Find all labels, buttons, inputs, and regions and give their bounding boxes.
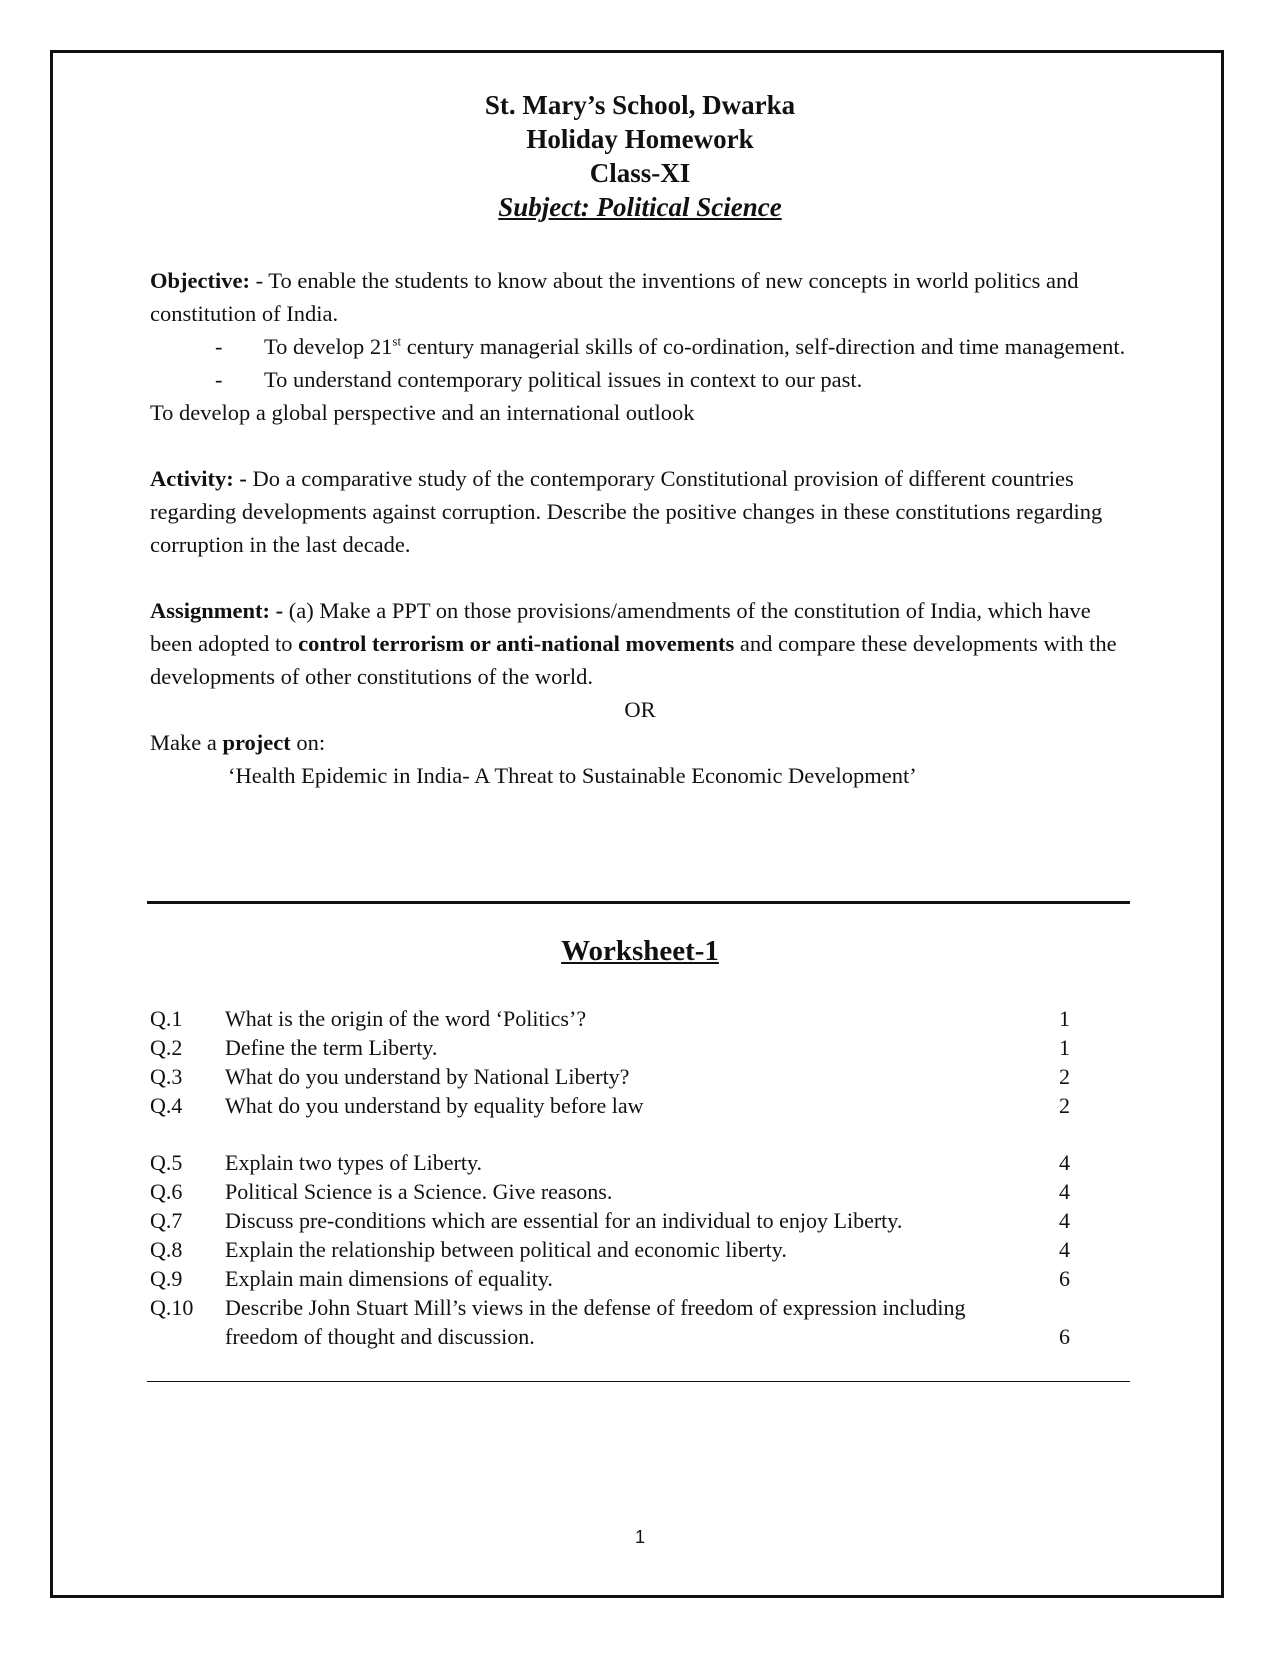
project-text: on: xyxy=(290,730,326,755)
objective-closing: To develop a global perspective and an international outlook xyxy=(150,400,695,425)
question-row xyxy=(150,1206,1070,1235)
objective-label: Objective: xyxy=(150,268,250,293)
question-list xyxy=(150,1004,1070,1351)
question-text: Define the term Liberty. xyxy=(225,1035,438,1060)
question-row xyxy=(150,1004,1070,1033)
question-text: What do you understand by National Liberty? xyxy=(225,1064,630,1089)
question-row xyxy=(150,1293,1070,1322)
question-marks: 1 xyxy=(1059,1035,1070,1060)
question-text: What is the origin of the word ‘Politics’? xyxy=(225,1006,587,1031)
question-row xyxy=(150,1235,1070,1264)
activity-paragraph xyxy=(150,462,1130,561)
bullet-text: To understand contemporary political issues in context to our past. xyxy=(264,367,863,392)
question-number: Q.2 xyxy=(150,1035,183,1060)
document-title: Holiday Homework xyxy=(526,124,754,154)
assignment-bold-phrase: control terrorism or anti-national movements xyxy=(298,631,735,656)
question-row xyxy=(150,1177,1070,1206)
section-divider xyxy=(147,901,1130,904)
assignment-paragraph xyxy=(150,594,1130,693)
objective-paragraph xyxy=(150,264,1130,330)
question-marks: 2 xyxy=(1059,1064,1070,1089)
project-bold: project xyxy=(222,730,291,755)
page-number: 1 xyxy=(634,1527,645,1547)
question-row xyxy=(150,1033,1070,1062)
or-separator: OR xyxy=(624,697,656,722)
project-text: Make a xyxy=(150,730,223,755)
question-marks: 4 xyxy=(1059,1237,1070,1262)
question-text: Explain main dimensions of equality. xyxy=(225,1266,553,1291)
question-marks: 4 xyxy=(1059,1208,1070,1233)
question-number: Q.1 xyxy=(150,1006,183,1031)
question-row xyxy=(150,1062,1070,1091)
bullet-text: century managerial skills of co-ordination, self-direction and time management. xyxy=(401,334,1126,359)
objective-bullet-1: - To develop 21st century managerial skills of co-ordination, self-direction and time management. xyxy=(215,333,1126,359)
question-row xyxy=(150,1091,1070,1120)
question-number: Q.4 xyxy=(150,1093,183,1118)
question-number: Q.3 xyxy=(150,1064,183,1089)
subject-label: Subject: Political Science xyxy=(498,192,782,222)
document-body xyxy=(150,88,1130,792)
question-marks: 6 xyxy=(1059,1324,1070,1349)
assignment-text: (a) Make a PPT on those provisions/amendments of the constitution of India, which have been adopted to xyxy=(150,598,1091,656)
question-text: Political Science is a Science. Give reasons. xyxy=(225,1179,613,1204)
question-row xyxy=(150,1148,1070,1177)
question-number: Q.9 xyxy=(150,1266,183,1291)
activity-label: Activity: - xyxy=(150,466,247,491)
question-text: Describe John Stuart Mill’s views in the defense of freedom of expression including xyxy=(225,1295,966,1320)
project-line xyxy=(150,726,1130,759)
question-marks: 4 xyxy=(1059,1179,1070,1204)
question-number: Q.10 xyxy=(150,1295,194,1320)
worksheet-title xyxy=(150,933,1130,969)
document-header xyxy=(150,88,1130,224)
question-text: Explain the relationship between political and economic liberty. xyxy=(225,1237,787,1262)
question-marks: 2 xyxy=(1059,1093,1070,1118)
superscript: st xyxy=(392,333,402,349)
question-marks: 1 xyxy=(1059,1006,1070,1031)
question-marks: 4 xyxy=(1059,1150,1070,1175)
question-marks: 6 xyxy=(1059,1266,1070,1291)
question-number: Q.8 xyxy=(150,1237,183,1262)
question-number: Q.6 xyxy=(150,1179,183,1204)
question-number: Q.7 xyxy=(150,1208,183,1233)
question-text: Explain two types of Liberty. xyxy=(225,1150,483,1175)
project-title: ‘Health Epidemic in India- A Threat to Sustainable Economic Development’ xyxy=(228,763,917,788)
bottom-divider xyxy=(147,1381,1130,1382)
question-text: Discuss pre-conditions which are essential for an individual to enjoy Liberty. xyxy=(225,1208,903,1233)
question-row-continuation xyxy=(150,1322,1070,1351)
assignment-text: and compare these developments with the developments of other constitutions of the world. xyxy=(150,631,1117,689)
class-label: Class-XI xyxy=(589,158,691,188)
question-row xyxy=(150,1264,1070,1293)
question-text: What do you understand by equality before law xyxy=(225,1093,644,1118)
question-number: Q.5 xyxy=(150,1150,183,1175)
worksheet-title-text: Worksheet-1 xyxy=(561,935,719,967)
objective-bullet-2: - To understand contemporary political issues in context to our past. xyxy=(215,367,863,392)
activity-text: Do a comparative study of the contemporary Constitutional provision of different countries regarding developments against corruption. Describe the positive changes in these constitutions regarding corruption in the last decade. xyxy=(150,466,1103,557)
objective-text: - To enable the students to know about the inventions of new concepts in world politics and constitution of India. xyxy=(150,268,1079,326)
question-text: freedom of thought and discussion. xyxy=(225,1324,535,1349)
school-name: St. Mary’s School, Dwarka xyxy=(484,90,796,120)
assignment-label: Assignment: - xyxy=(150,598,284,623)
bullet-text: To develop 21 xyxy=(264,334,393,359)
